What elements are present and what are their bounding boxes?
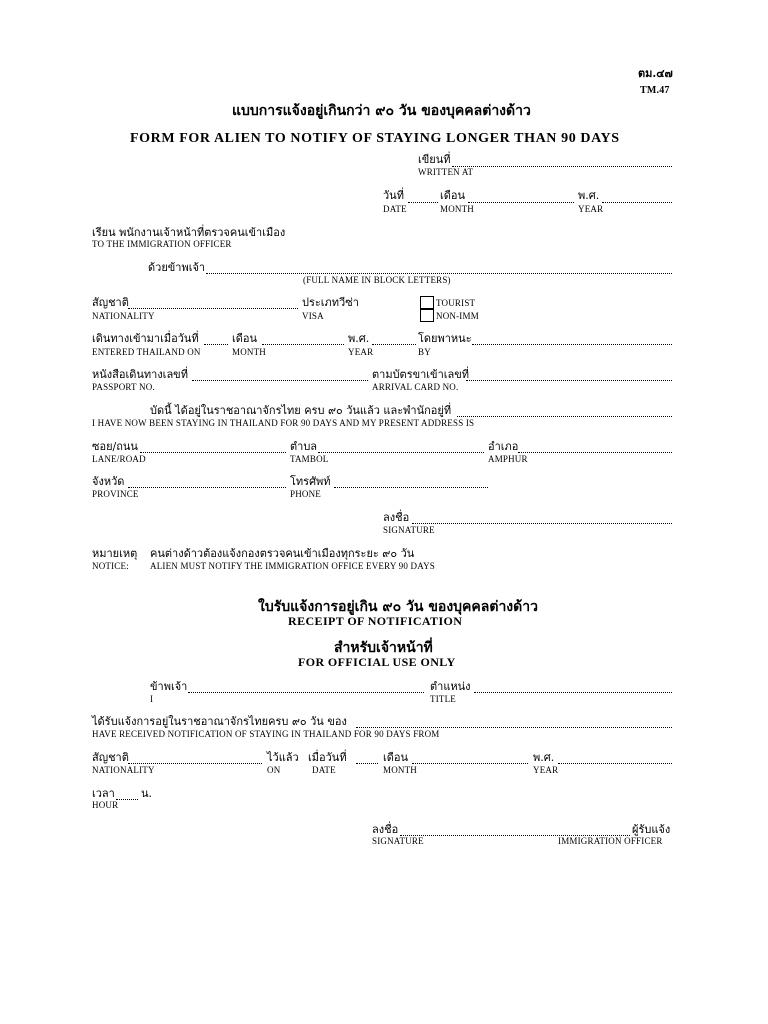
staying-statement: I HAVE NOW BEEN STAYING IN THAILAND FOR 90 DAYS AND MY PRESENT ADDRESS IS — [92, 418, 475, 428]
tambol-label: TAMBOL — [290, 454, 329, 464]
phone-field[interactable] — [334, 487, 488, 488]
hour-unit-thai: น. — [141, 787, 153, 800]
staying-statement-thai: บัดนี้ ได้อยู่ในราชอาณาจักรไทย ครบ ๙๐ วันแล้ว และพำนักอยู่ที่ — [150, 404, 452, 417]
non-imm-checkbox[interactable] — [420, 309, 434, 322]
written-at-label: WRITTEN AT — [418, 167, 474, 177]
received-statement: HAVE RECEIVED NOTIFICATION OF STAYING IN THAILAND FOR 90 DAYS FROM — [92, 729, 440, 739]
receipt-month-label-thai: เดือน — [383, 751, 409, 764]
full-name-field[interactable] — [206, 273, 672, 274]
passport-label: PASSPORT NO. — [92, 382, 155, 392]
date-label-thai: วันที่ — [383, 189, 404, 202]
entered-date-field[interactable] — [204, 344, 228, 345]
month-label: MONTH — [440, 204, 474, 214]
receipt-title-field-label-thai: ตำแหน่ง — [430, 680, 471, 693]
arrival-card-label: ARRIVAL CARD NO. — [372, 382, 459, 392]
nationality-label: NATIONALITY — [92, 311, 155, 321]
non-imm-label: NON-IMM — [436, 311, 479, 321]
receipt-date-label: DATE — [312, 765, 336, 775]
lane-field[interactable] — [140, 452, 286, 453]
signature-label-thai: ลงชื่อ — [383, 511, 410, 524]
receipt-signature-label: SIGNATURE — [372, 836, 424, 846]
received-statement-thai: ได้รับแจ้งการอยู่ในราชอาณาจักรไทยครบ ๙๐ วัน ของ — [92, 715, 347, 728]
receipt-year-field[interactable] — [558, 763, 672, 764]
written-at-field[interactable] — [452, 166, 672, 167]
form-title: FORM FOR ALIEN TO NOTIFY OF STAYING LONGER THAN 90 DAYS — [130, 131, 620, 146]
vehicle-label: BY — [418, 347, 431, 357]
province-label-thai: จังหวัด — [92, 475, 125, 488]
receipt-officer-label-thai: ข้าพเจ้า — [150, 680, 188, 693]
entered-year-label: YEAR — [348, 347, 374, 357]
arrival-card-label-thai: ตามบัตรขาเข้าเลขที่ — [372, 368, 470, 381]
year-label: YEAR — [578, 204, 604, 214]
receipt-officer-role: IMMIGRATION OFFICER — [558, 836, 663, 846]
receipt-year-label: YEAR — [533, 765, 559, 775]
amphur-field[interactable] — [518, 452, 672, 453]
province-field[interactable] — [128, 487, 286, 488]
official-use-title-thai: สำหรับเจ้าหน้าที่ — [334, 640, 433, 656]
province-label: PROVINCE — [92, 489, 139, 499]
passport-field[interactable] — [192, 380, 368, 381]
entered-label-thai: เดินทางเข้ามาเมื่อวันที่ — [92, 332, 199, 345]
year-field[interactable] — [602, 202, 672, 203]
full-name-hint: (FULL NAME IN BLOCK LETTERS) — [303, 275, 451, 285]
entered-year-label-thai: พ.ศ. — [348, 332, 370, 345]
to-label-thai: เรียน พนักงานเจ้าหน้าที่ตรวจคนเข้าเมือง — [92, 226, 286, 239]
signature-label: SIGNATURE — [383, 525, 435, 535]
receipt-title: RECEIPT OF NOTIFICATION — [288, 614, 463, 628]
date-label: DATE — [383, 204, 407, 214]
date-field[interactable] — [408, 202, 438, 203]
arrival-card-field[interactable] — [466, 380, 672, 381]
notice-text-thai: คนต่างด้าวต้องแจ้งกองตรวจคนเข้าเมืองทุกระยะ ๙๐ วัน — [150, 547, 415, 560]
nationality-field[interactable] — [128, 308, 298, 309]
amphur-label: AMPHUR — [488, 454, 528, 464]
form-title-thai: แบบการแจ้งอยู่เกินกว่า ๙๐ วัน ของบุคคลต่างด้าว — [232, 103, 531, 119]
hour-label: HOUR — [92, 800, 119, 810]
month-field[interactable] — [468, 202, 574, 203]
notice-label-thai: หมายเหตุ — [92, 547, 138, 560]
entered-label: ENTERED THAILAND ON — [92, 347, 201, 357]
receipt-officer-label: I — [150, 694, 154, 704]
signature-field[interactable] — [412, 523, 672, 524]
receipt-year-label-thai: พ.ศ. — [533, 751, 555, 764]
receipt-title-thai: ใบรับแจ้งการอยู่เกิน ๙๐ วัน ของบุคคลต่างด้าว — [258, 599, 538, 615]
hour-label-thai: เวลา — [92, 787, 115, 800]
visa-label: VISA — [302, 311, 324, 321]
tourist-label: TOURIST — [436, 298, 476, 308]
receipt-nationality-field[interactable] — [128, 763, 262, 764]
receipt-month-label: MONTH — [383, 765, 417, 775]
receipt-officer-role-thai: ผู้รับแจ้ง — [632, 823, 671, 836]
receipt-on-label-thai: ไว้แล้ว — [267, 751, 299, 764]
present-address-field[interactable] — [457, 416, 672, 417]
receipt-signature-label-thai: ลงชื่อ — [372, 823, 399, 836]
entered-month-label: MONTH — [232, 347, 266, 357]
receipt-nationality-label-thai: สัญชาติ — [92, 751, 129, 764]
entered-year-field[interactable] — [372, 344, 416, 345]
form-code-thai: ตม.๔๗ — [638, 67, 673, 80]
entered-month-field[interactable] — [262, 344, 344, 345]
receipt-date-field[interactable] — [356, 763, 378, 764]
phone-label: PHONE — [290, 489, 322, 499]
notice-text: ALIEN MUST NOTIFY THE IMMIGRATION OFFICE EVERY 90 DAYS — [150, 561, 435, 571]
received-from-field[interactable] — [356, 727, 672, 728]
form-code: TM.47 — [640, 85, 670, 96]
receipt-title-field[interactable] — [474, 692, 672, 693]
phone-label-thai: โทรศัพท์ — [290, 475, 331, 488]
lane-label-thai: ซอย/ถนน — [92, 440, 138, 453]
to-label: TO THE IMMIGRATION OFFICER — [92, 239, 232, 249]
lane-label: LANE/ROAD — [92, 454, 146, 464]
month-label-thai: เดือน — [440, 189, 466, 202]
written-at-label-thai: เขียนที่ — [418, 153, 451, 166]
receipt-on-label: ON — [267, 765, 281, 775]
official-use-title: FOR OFFICIAL USE ONLY — [298, 655, 456, 669]
receipt-title-field-label: TITLE — [430, 694, 456, 704]
receipt-date-label-thai: เมื่อวันที่ — [308, 751, 347, 764]
amphur-label-thai: อำเภอ — [488, 440, 519, 453]
hour-field[interactable] — [116, 799, 138, 800]
tambol-field[interactable] — [318, 452, 484, 453]
passport-label-thai: หนังสือเดินทางเลขที่ — [92, 368, 188, 381]
receipt-month-field[interactable] — [412, 763, 528, 764]
entered-month-label-thai: เดือน — [232, 332, 258, 345]
receipt-officer-name-field[interactable] — [188, 692, 424, 693]
notice-label: NOTICE: — [92, 561, 129, 571]
vehicle-field[interactable] — [472, 344, 672, 345]
applicant-label-thai: ด้วยข้าพเจ้า — [148, 261, 206, 274]
tourist-checkbox[interactable] — [420, 296, 434, 309]
vehicle-label-thai: โดยพาหนะ — [418, 332, 472, 345]
receipt-nationality-label: NATIONALITY — [92, 765, 155, 775]
year-label-thai: พ.ศ. — [578, 189, 600, 202]
visa-label-thai: ประเภทวีซ่า — [302, 296, 359, 309]
nationality-label-thai: สัญชาติ — [92, 296, 129, 309]
tambol-label-thai: ตำบล — [290, 440, 318, 453]
